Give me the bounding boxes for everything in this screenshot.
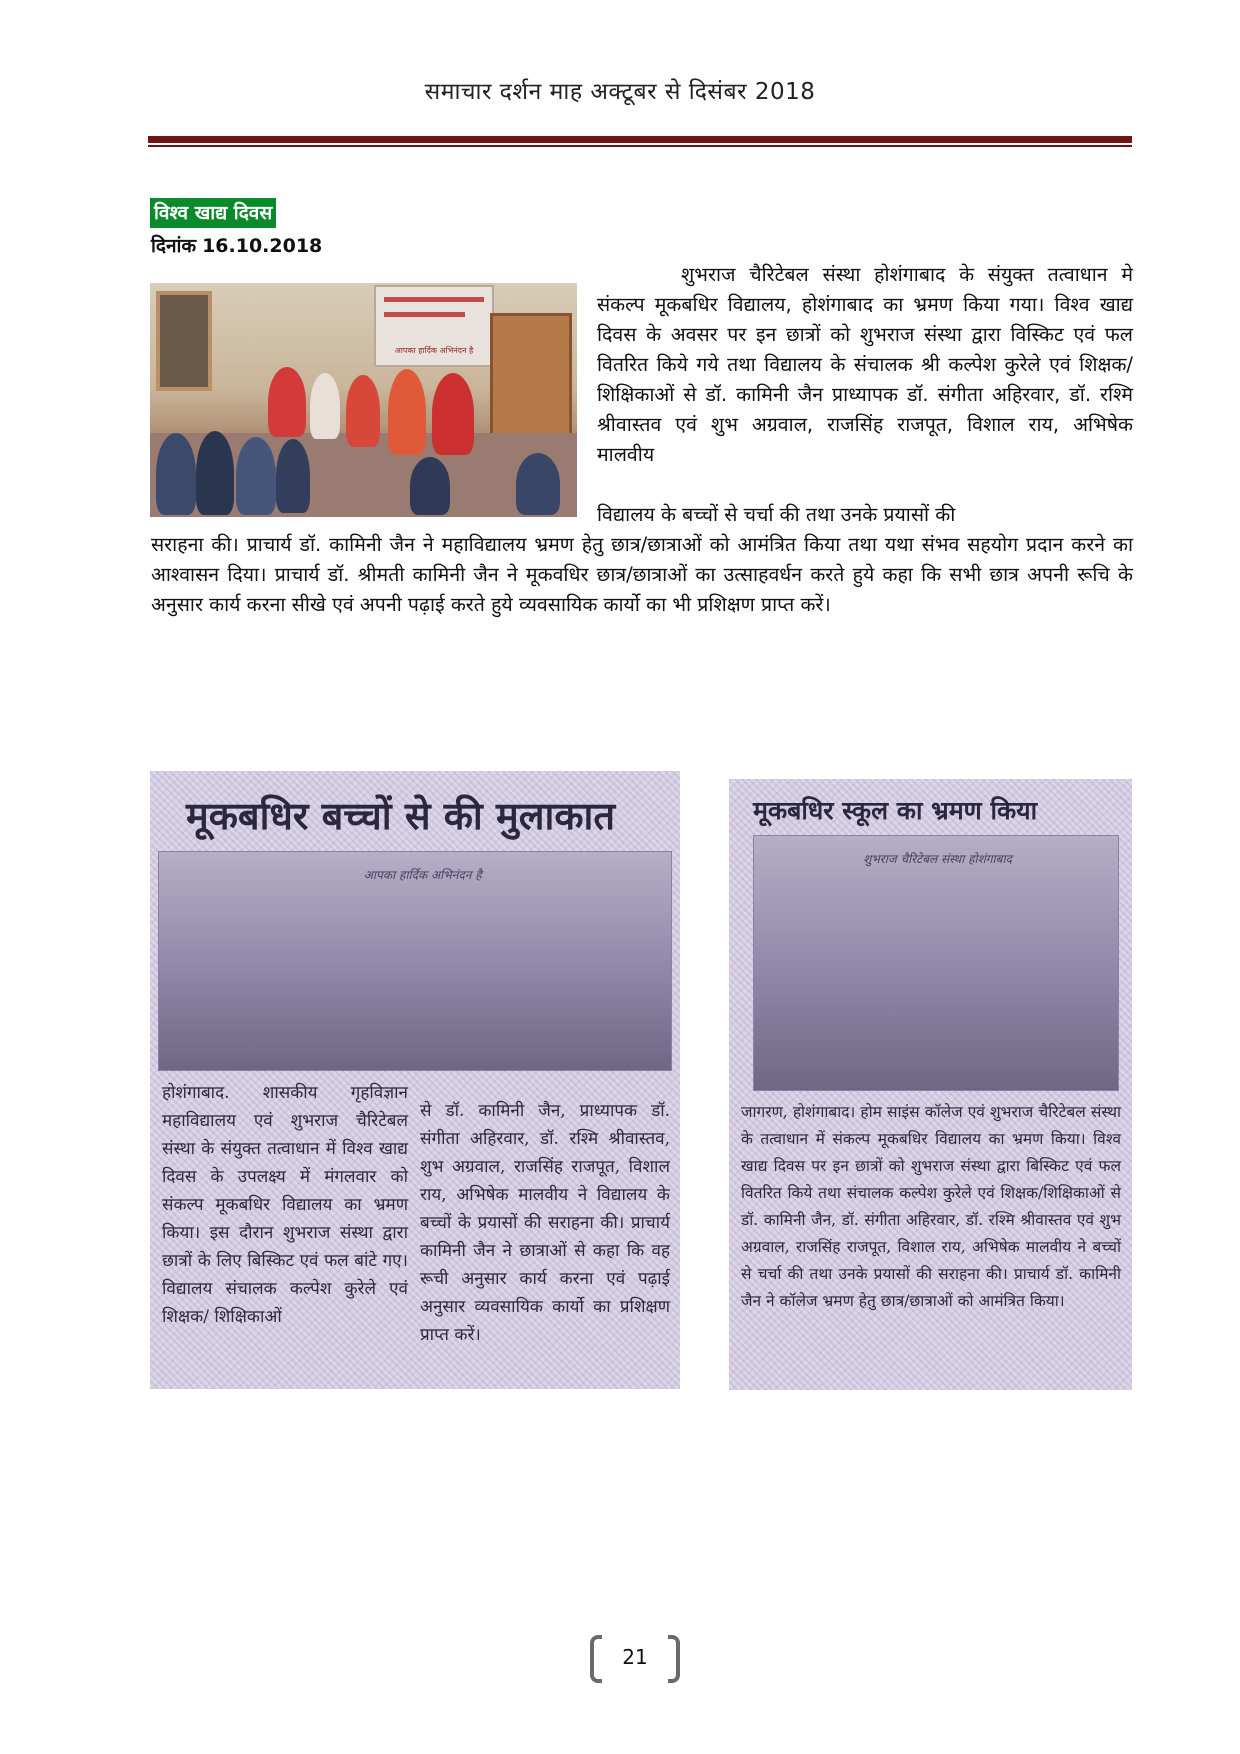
clipping-column: जागरण, होशंगाबाद। होम साइंस कॉलेज एवं शुभराज चैरिटेबल संस्था के तत्वाधान में संकल्प मूकबधिर विद्यालय का भ्रमण किया। विश्व खाद्य दिवस पर इन छात्रों को शुभराज संस्था द्वारा बिस्किट एवं फल वितरित किये तथा संचालक कल्पेश कुरेले एवं शिक्षक/शिक्षिकाओं से डॉ. कामिनी जैन, डॉ. संगीता अहिरवार, डॉ. रश्मि श्रीवास्तव एवं शुभ अग्रवाल, राजसिंह राजपूत, विशाल राय, अभिषेक मालवीय ने बच्चों से चर्चा की तथा उनके प्रयासों की सराहना की। प्राचार्य डॉ. कामिनी जैन ने कॉलेज भ्रमण हेतु छात्र/छात्राओं को आमंत्रित किया।: [741, 1103, 1121, 1310]
clipping-headline: मूकबधिर बच्चों से की मुलाकात: [186, 793, 616, 838]
clipping-column: से डॉ. कामिनी जैन, प्राध्यापक डॉ. संगीता अहिरवार, डॉ. रश्मि श्रीवास्तव, शुभ अग्रवाल, राजसिंह राजपूत, विशाल राय, अभिषेक मालवीय ने विद्यालय के बच्चों के प्रयासों की सराहना की। प्राचार्य कामिनी जैन ने छात्राओं से कहा कि वह रूची अनुसार कार्य करना एवं पढ़ाई अनुसार व्यवसायिक कार्यो का प्रशिक्षण प्राप्त करें।: [420, 1101, 670, 1345]
clipping-photo-caption: शुभराज चैरिटेबल संस्था होशंगाबाद: [863, 852, 1012, 866]
section-heading: विश्व खाद्य दिवस: [150, 198, 276, 228]
clipping-photo: [158, 851, 672, 1071]
date-label: दिनांक: [151, 235, 197, 257]
article-paragraph-intro: शुभराज चैरिटेबल संस्था होशंगाबाद के संयुक्त तत्वाधान मे संकल्प मूकबधिर विद्यालय, होशंगाबाद का भ्रमण किया गया। विश्व खाद्य दिवस के अवसर पर इन छात्रों को शुभराज संस्था द्वारा विस्किट एवं फल वितरित किये गये तथा विद्यालय के संचालक श्री कल्पेश कुरेले एवं शिक्षक/शिक्षिकाओं से डॉ. कामिनी जैन प्राध्यापक डॉ. संगीता अहिरवार, डॉ. रश्मि श्रीवास्तव एवं शुभ अग्रवाल, राजसिंह राजपूत, विशाल राय, अभिषेक मालवीय: [597, 263, 1133, 466]
header-divider-thin: [148, 145, 1132, 147]
article-paragraph-full: सराहना की। प्राचार्य डॉ. कामिनी जैन ने महाविद्यालय भ्रमण हेतु छात्र/छात्राओं को आमंत्रित किया तथा यथा संभव सहयोग प्रदान करने का आश्वासन दिया। प्राचार्य डॉ. श्रीमती कामिनी जैन ने मूकवधिर छात्र/छात्राओं का उत्साहवर्धन करते हुये कहा कि सभी छात्र अपनी रूचि के अनुसार कार्य करना सीखे एवं अपनी पढ़ाई करते हुये व्यवसायिक कार्यो का भी प्रशिक्षण प्राप्त करें।: [151, 533, 1133, 616]
bracket-right-icon: [668, 1635, 680, 1683]
newspaper-clipping-left: [150, 771, 680, 1389]
page-number: [590, 1635, 680, 1685]
clipping-photo: [753, 835, 1119, 1091]
clipping-headline: मूकबधिर स्कूल का भ्रमण किया: [753, 796, 1038, 825]
photo-banner: [374, 285, 494, 367]
newspaper-clipping-right: [729, 779, 1132, 1390]
page-number-value: 21: [622, 1645, 648, 1669]
article-paragraph-tail: विद्यालय के बच्चों से चर्चा की तथा उनके प्रयासों की: [597, 503, 956, 526]
header-divider: [148, 136, 1132, 143]
photo-window: [156, 291, 212, 391]
event-photo: [150, 283, 577, 517]
photo-banner-text: आपका हार्दिक अभिनंदन है: [394, 346, 474, 355]
date-value: 16.10.2018: [202, 235, 323, 257]
section-date: [151, 232, 322, 258]
clipping-photo-caption: आपका हार्दिक अभिनंदन है: [363, 868, 482, 882]
clipping-column: होशंगाबाद. शासकीय गृहविज्ञान महाविद्यालय एवं शुभराज चैरिटेबल संस्था के संयुक्त तत्वाधान में विश्व खाद्य दिवस के उपलक्ष्य में मंगलवार को संकल्प मूकबधिर विद्यालय का भ्रमण किया। इस दौरान शुभराज संस्था द्वारा छात्रों के लिए बिस्किट एवं फल बांटे गए। विद्यालय संचालक कल्पेश कुरेले एवं शिक्षक/ शिक्षिकाओं: [162, 1083, 408, 1327]
page-header-title: समाचार दर्शन माह अक्टूबर से दिसंबर 2018: [424, 79, 816, 105]
